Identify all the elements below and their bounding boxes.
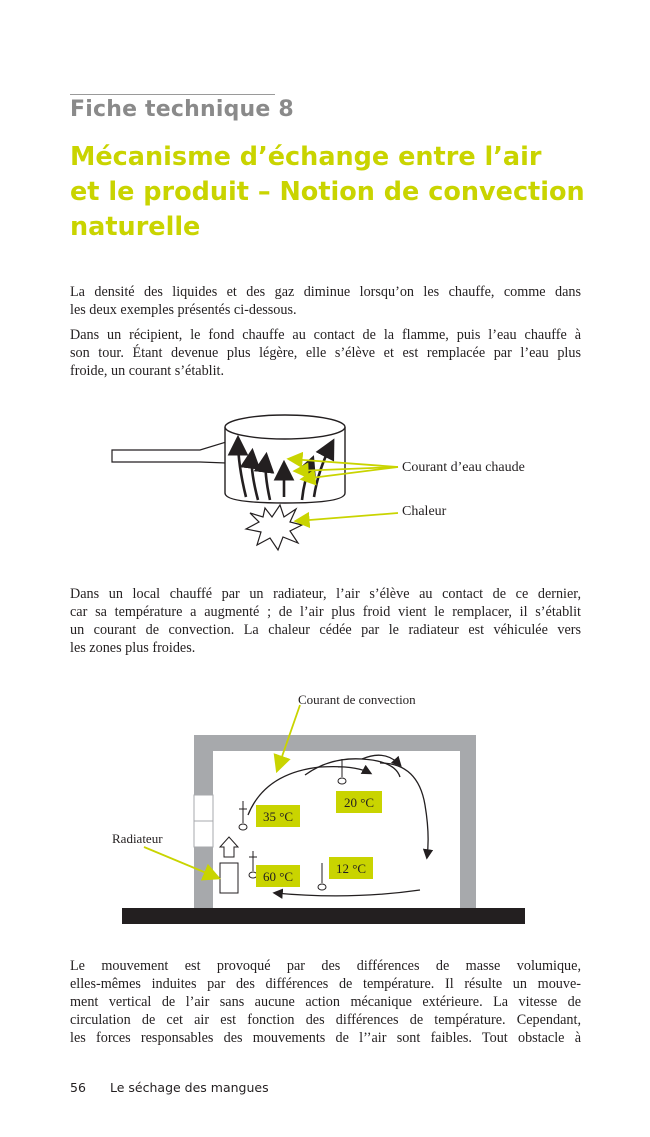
temp-label: 12 °C bbox=[335, 861, 367, 876]
temp-label: 20 °C bbox=[343, 795, 375, 810]
text-line: un courant de convection. La chaleur cédée par le radiateur est véhiculée vers bbox=[70, 622, 581, 638]
temp-label: 60 °C bbox=[262, 869, 294, 884]
label-radiator: Radiateur bbox=[112, 831, 163, 846]
text-line: elles-mêmes induites par des différences de température. Il résulte un mouve- bbox=[70, 976, 581, 992]
text-line: Le mouvement est provoqué par des différences de masse volumique, bbox=[70, 958, 581, 974]
flame-icon bbox=[246, 505, 302, 550]
header-rule bbox=[70, 94, 275, 95]
saucepan bbox=[112, 415, 345, 503]
fiche-label: Fiche technique 8 bbox=[70, 97, 294, 122]
label-hot-water-current: Courant d’eau chaude bbox=[402, 460, 525, 475]
intro-paragraph-2 bbox=[70, 326, 581, 380]
page-title bbox=[70, 140, 600, 245]
temp-badge-35 bbox=[256, 805, 300, 827]
text-line: Dans un récipient, le fond chauffe au contact de la flamme, puis l’eau chauffe à bbox=[70, 327, 581, 343]
title-line: Mécanisme d’échange entre l’air bbox=[70, 142, 542, 172]
paragraph-4 bbox=[70, 957, 581, 1047]
label-heat: Chaleur bbox=[402, 504, 447, 519]
text-line: car sa température a augmenté ; de l’air plus froid vient le remplacer, il s’établit bbox=[70, 604, 581, 620]
text-line: ment vertical de l’air sans aucune action mécanique extérieure. La vitesse de bbox=[70, 994, 581, 1010]
text-line: son tour. Étant devenue plus légère, elle s’élève et est remplacée par l’eau plus bbox=[70, 345, 581, 361]
text-line: froide, un courant s’établit. bbox=[70, 363, 225, 379]
text-line: Dans un local chauffé par un radiateur, l’air s’élève au contact de ce dernier, bbox=[70, 586, 581, 602]
book-title: Le séchage des mangues bbox=[110, 1080, 269, 1095]
page-footer bbox=[70, 1080, 269, 1095]
text-line: circulation de cet air est fonction des différences de température. Cependant, bbox=[70, 1012, 581, 1028]
label-convection-current: Courant de convection bbox=[298, 692, 416, 707]
room-convection-figure bbox=[100, 685, 540, 930]
text-line: La densité des liquides et des gaz diminue lorsqu’on les chauffe, comme dans bbox=[70, 284, 581, 300]
temp-badge-12 bbox=[329, 857, 373, 879]
text-line: les zones plus froides. bbox=[70, 640, 196, 656]
floor bbox=[122, 908, 525, 924]
text-line: les deux exemples présentés ci-dessous. bbox=[70, 302, 297, 318]
temp-badge-60 bbox=[256, 865, 300, 887]
pot-convection-figure bbox=[100, 405, 560, 555]
radiator bbox=[220, 837, 238, 893]
title-line: et le produit – Notion de convection bbox=[70, 177, 585, 207]
intro-paragraph-1 bbox=[70, 283, 581, 319]
temp-label: 35 °C bbox=[262, 809, 294, 824]
text-line: les forces responsables des mouvements de l’’air sont faibles. Tout obstacle à bbox=[70, 1030, 581, 1046]
temp-badge-20 bbox=[336, 791, 382, 813]
page-number: 56 bbox=[70, 1080, 86, 1095]
title-line: naturelle bbox=[70, 212, 201, 242]
paragraph-3 bbox=[70, 585, 581, 657]
